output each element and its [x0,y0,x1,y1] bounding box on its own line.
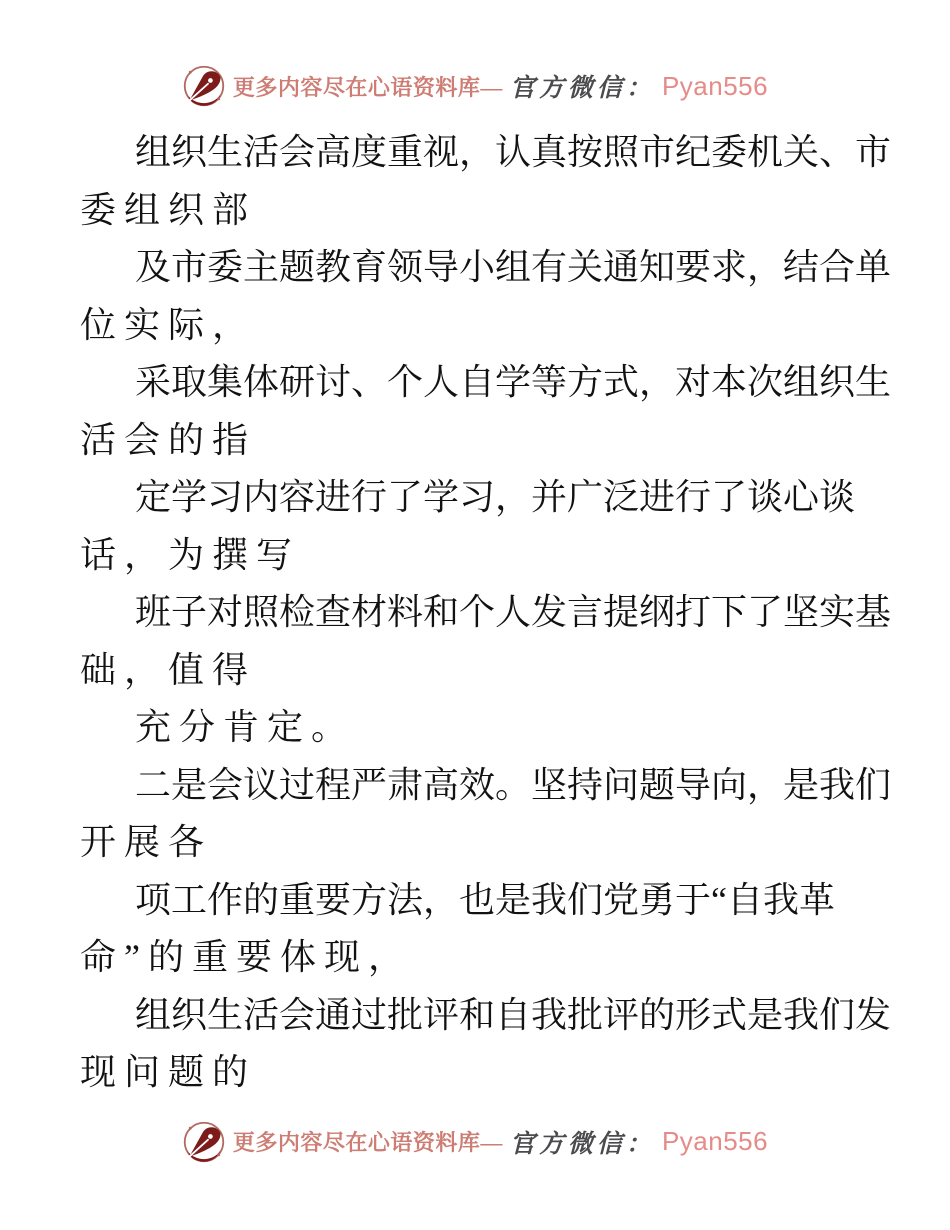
watermark-site-label: 更多内容尽在心语资料库— [232,74,503,100]
footer-watermark [0,1118,950,1166]
watermark-wechat-label: 官方微信： [509,1130,655,1158]
text-line: 项工作的重要方法，也是我们党勇于“自我革 [135,879,835,920]
text-line: 础，值得 [80,649,257,690]
text-line: 组织生活会高度重视，认真按照市纪委机关、市 [135,132,892,172]
text-line: 开展各 [80,822,213,862]
text-line: 话，为撰写 [80,534,301,575]
watermark-wechat-label: 官方微信： [509,75,655,102]
xinyu-pen-nib-logo-icon [182,1120,226,1164]
text-line: 充分肯定。 [135,707,356,747]
text-line: 二是会议过程严肃高效。坚持问题导向，是我们 [135,764,892,805]
text-line: 组织生活会通过批评和自我批评的形式是我们发 [135,994,892,1035]
text-line: 班子对照检查材料和个人发言提纲打下了坚实基 [135,592,892,632]
text-line: 采取集体研讨、个人自学等方式，对本次组织生 [135,362,892,402]
text-line: 及市委主题教育领导小组有关通知要求，结合单 [135,247,892,287]
document-text-block [0,124,950,1102]
text-line: 活会的指 [80,419,257,460]
watermark-wechat-account: Pyan556 [661,1126,769,1156]
text-line: 定学习内容进行了学习，并广泛进行了谈心谈 [135,477,856,517]
text-line: 位实际， [80,304,257,345]
text-line: 命”的重要体现， [80,937,412,977]
text-line: 现问题的 [80,1052,257,1092]
watermark-wechat-account: Pyan556 [661,70,769,101]
header-watermark [0,0,950,110]
xinyu-pen-nib-logo-icon [182,64,226,108]
watermark-site-label: 更多内容尽在心语资料库— [232,1130,503,1155]
text-line: 委组织部 [80,189,257,230]
